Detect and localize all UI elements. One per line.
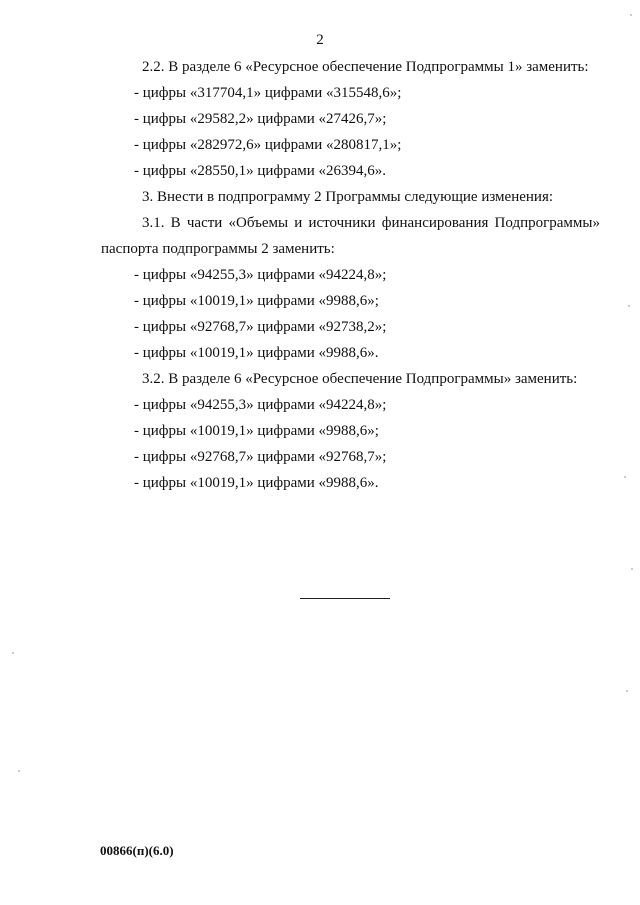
scan-speck — [626, 690, 628, 692]
list-item: - цифры «10019,1» цифрами «9988,6». — [134, 475, 379, 491]
footer-document-code: 00866(п)(6.0) — [100, 843, 174, 858]
list-item: - цифры «92768,7» цифрами «92768,7»; — [134, 449, 387, 465]
section-3-2-heading: 3.2. В разделе 6 «Ресурсное обеспечение Подпрограммы» заменить: — [142, 371, 578, 387]
scan-speck — [631, 568, 633, 570]
section-3-1-heading: 3.1. В части «Объемы и источники финансирования Подпрограммы» — [142, 215, 600, 231]
list-item: - цифры «94255,3» цифрами «94224,8»; — [134, 267, 387, 283]
scan-speck — [18, 770, 20, 772]
list-item: - цифры «28550,1» цифрами «26394,6». — [134, 163, 387, 179]
scan-speck — [624, 476, 626, 478]
end-of-text-rule — [300, 598, 390, 599]
list-item: - цифры «10019,1» цифрами «9988,6»; — [134, 423, 379, 439]
page-number: 2 — [316, 32, 324, 48]
list-item: - цифры «94255,3» цифрами «94224,8»; — [134, 397, 387, 413]
list-item: - цифры «92768,7» цифрами «92738,2»; — [134, 319, 387, 335]
scan-speck — [12, 652, 14, 654]
list-item: - цифры «282972,6» цифрами «280817,1»; — [134, 137, 402, 153]
section-2-2-heading: 2.2. В разделе 6 «Ресурсное обеспечение Подпрограммы 1» заменить: — [142, 59, 589, 75]
list-item: - цифры «29582,2» цифрами «27426,7»; — [134, 111, 387, 127]
list-item: - цифры «10019,1» цифрами «9988,6». — [134, 345, 379, 361]
scan-speck — [630, 14, 632, 16]
scan-speck — [628, 305, 630, 307]
section-3-1-heading-continuation: паспорта подпрограммы 2 заменить: — [101, 241, 335, 257]
list-item: - цифры «317704,1» цифрами «315548,6»; — [134, 85, 402, 101]
list-item: - цифры «10019,1» цифрами «9988,6»; — [134, 293, 379, 309]
section-3-heading: 3. Внести в подпрограмму 2 Программы следующие изменения: — [142, 189, 554, 205]
